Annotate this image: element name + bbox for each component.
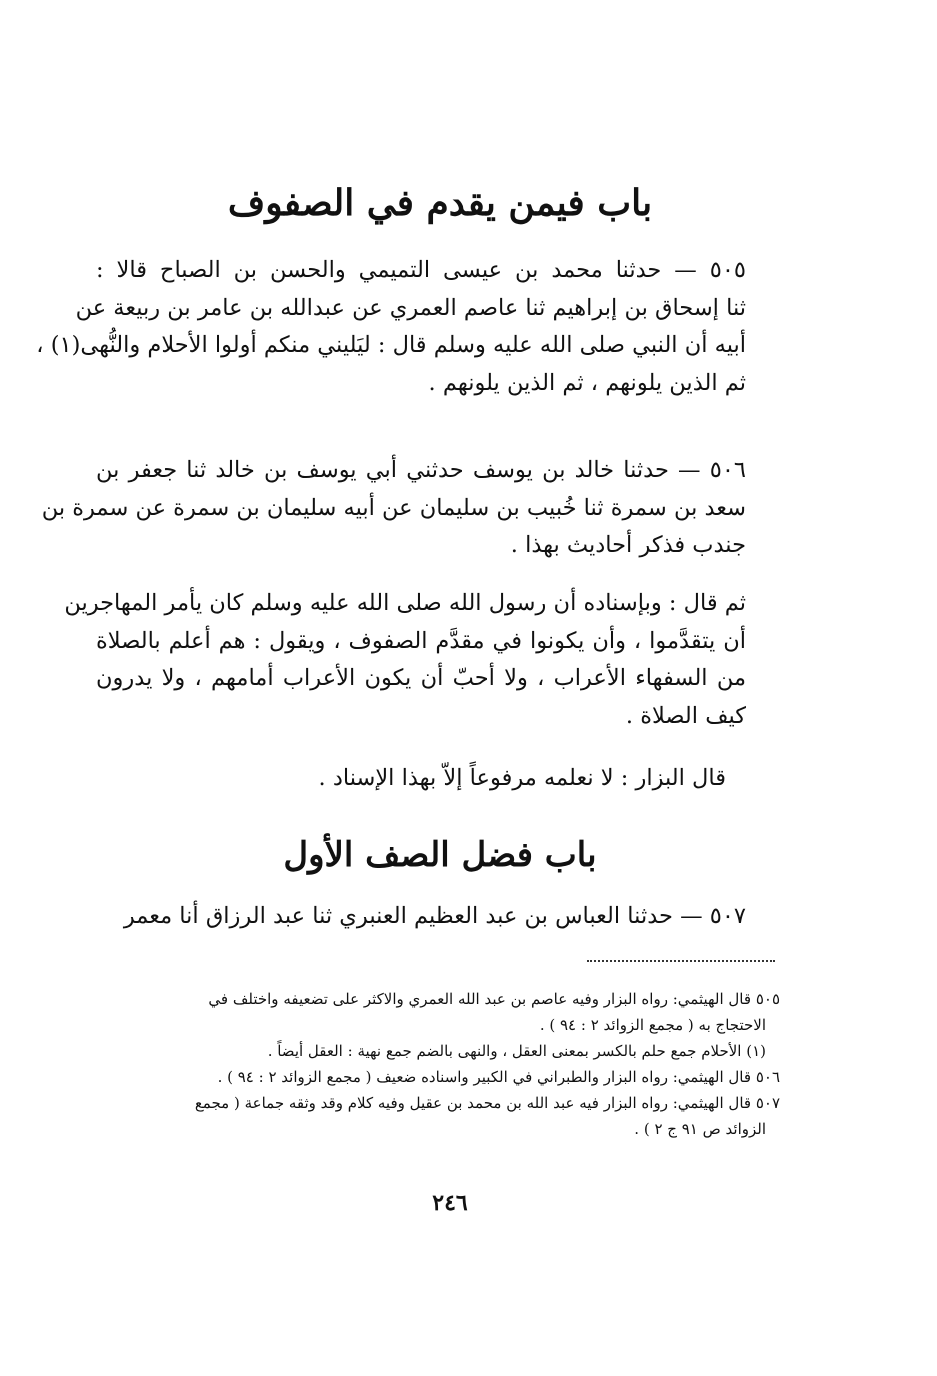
- hadith-506-cont-line: كيف الصلاة .: [625, 702, 746, 729]
- hadith-506-cont-line: ثم قال : وبإسناده أن رسول الله صلى الله عليه وسلم كان يأمر المهاجرين: [64, 590, 746, 616]
- footnote-line: (١) الأحلام جمع حلم بالكسر بمعنى العقل ، والنهى بالضم جمع نهية : العقل أيضاً .: [267, 1042, 766, 1060]
- footnote-line: الاحتجاج به ( مجمع الزوائد ٢ : ٩٤ ) .: [539, 1016, 766, 1034]
- footnote-separator: [587, 960, 775, 962]
- footnotes: [102, 986, 780, 1142]
- hadith-507: [96, 898, 746, 936]
- hadith-506-line: جندب فذكر أحاديث بهذا .: [510, 532, 746, 558]
- hadith-506: [41, 452, 746, 565]
- footnote-line: ٥٠٥ قال الهيثمي: رواه البزار وفيه عاصم بن عبد الله العمري والاكثر على تضعيفه واختلف في: [208, 990, 780, 1008]
- hadith-505-line: أبيه أن النبي صلى الله عليه وسلم قال : ليَليني منكم أولوا الأحلام والنُّهى(١) ،: [36, 332, 746, 358]
- hadith-505-line: ثم الذين يلونهم ، ثم الذين يلونهم .: [428, 369, 746, 396]
- footnote-line: الزوائد ص ٩١ ج ٢ ) .: [634, 1120, 766, 1138]
- hadith-505-line: ٥٠٥ — حدثنا محمد بن عيسى التميمي والحسن بن الصباح قالا :: [96, 257, 746, 283]
- chapter-heading-rows: باب فيمن يقدم في الصفوف: [227, 182, 653, 224]
- hadith-506-cont-line: من السفهاء الأعراب ، ولا أحبّ أن يكون الأعراب أمامهم ، ولا يدرون: [96, 665, 746, 691]
- hadith-507-line: ٥٠٧ — حدثنا العباس بن عبد العظيم العنبري ثنا عبد الرزاق أنا معمر: [123, 903, 746, 929]
- page-number: ٢٤٦: [432, 1190, 468, 1216]
- bazzar-note-line: قال البزار : لا نعلمه مرفوعاً إلاّ بهذا الإسناد .: [318, 765, 726, 791]
- chapter-heading-first-row: باب فضل الصف الأول: [283, 835, 597, 875]
- hadith-506-line: ٥٠٦ — حدثنا خالد بن يوسف حدثني أبي يوسف بن خالد ثنا جعفر بن: [96, 457, 746, 483]
- hadith-505: [36, 252, 746, 402]
- hadith-506-cont-line: أن يتقدَّموا ، وأن يكونوا في مقدَّم الصفوف ، ويقول : هم أعلم بالصلاة: [96, 627, 746, 654]
- hadith-506-line: سعد بن سمرة ثنا خُبيب بن سليمان عن أبيه سليمان بن سمرة عن سمرة بن: [41, 494, 746, 521]
- hadith-505-line: ثنا إسحاق بن إبراهيم ثنا عاصم العمري عن عبدالله بن عامر بن ربيعة عن: [75, 294, 746, 321]
- footnote-line: ٥٠٦ قال الهيثمي: رواه البزار والطبراني في الكبير واسناده ضعيف ( مجمع الزوائد ٢ : ٩٤ ) .: [217, 1068, 780, 1086]
- footnote-line: ٥٠٧ قال الهيثمي: رواه البزار فيه عبد الله بن محمد بن عقيل وفيه كلام وقد وثقه جماعة ( مجمع: [194, 1094, 780, 1112]
- bazzar-note: [96, 760, 746, 798]
- hadith-506-continuation: [64, 585, 746, 735]
